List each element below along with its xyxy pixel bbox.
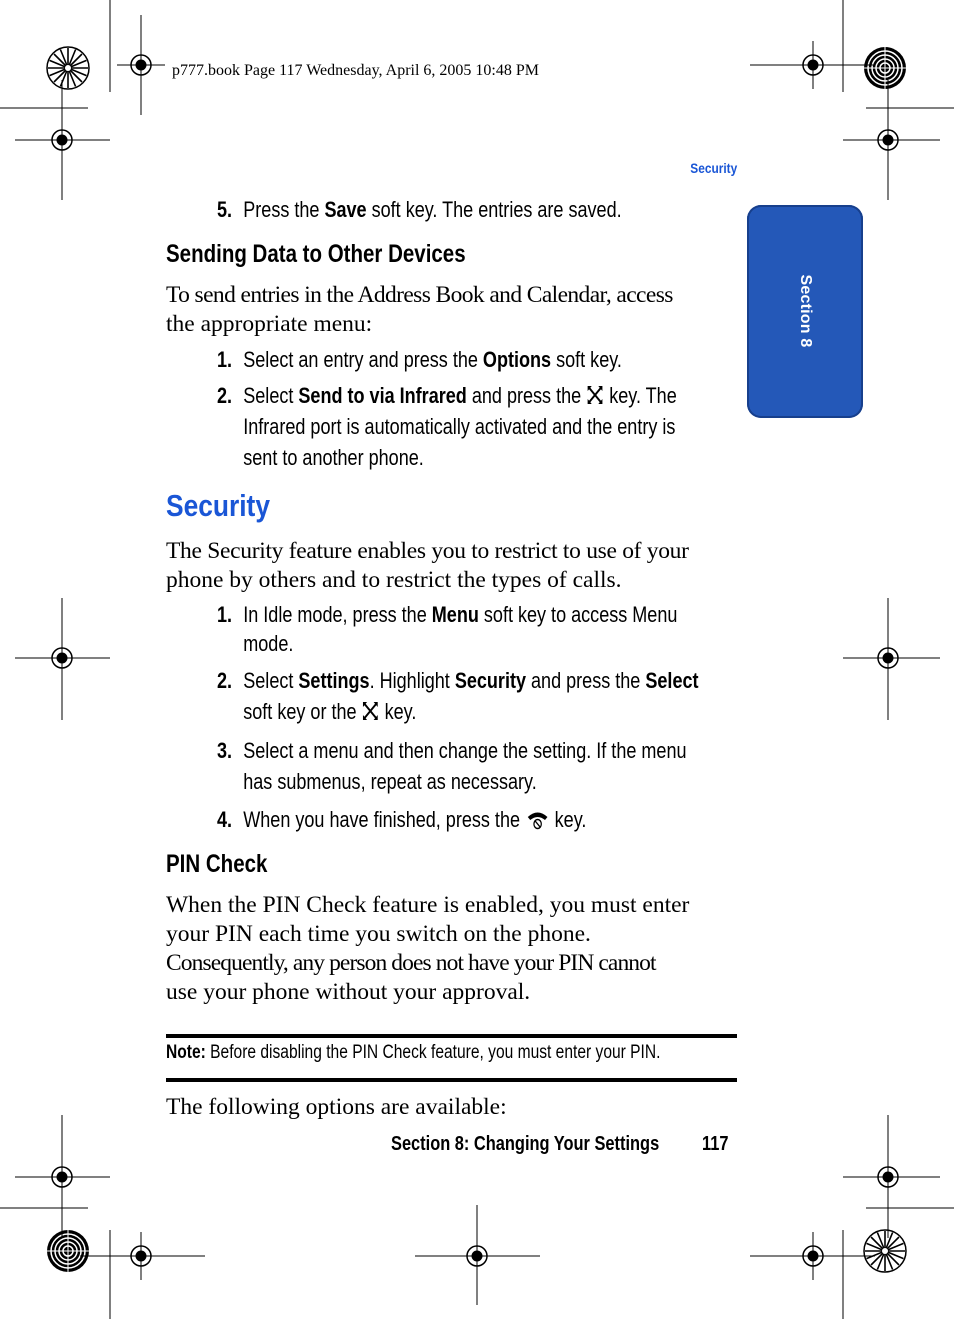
section-tab-label: Section 8 [797, 274, 814, 348]
security-step-3: 3. Select a menu and then change the setting. If the menu has submenus, repeat as necessary. [217, 738, 687, 794]
section-tab [747, 205, 863, 418]
step-5: 5. Press the Save soft key. The entries are saved. [217, 194, 622, 225]
pin-check-heading: PIN Check [166, 850, 268, 878]
pin-check-body: When the PIN Check feature is enabled, you must enter your PIN each time you switch on the phone. Consequently, any person does not have your PIN cannot use your phone without your approval. [166, 892, 690, 1005]
note: Note: Before disabling the PIN Check feature, you must enter your PIN. [166, 1042, 661, 1063]
navigation-key-icon [586, 384, 604, 406]
security-step-1: 1. In Idle mode, press the Menu soft key to access Menu mode. [217, 602, 678, 656]
note-top-rule [166, 1034, 737, 1038]
running-header: Security [690, 160, 737, 176]
sending-data-heading: Sending Data to Other Devices [166, 240, 466, 268]
security-step-4: 4. When you have finished, press the key. [217, 807, 587, 832]
sending-step-1: 1. Select an entry and press the Options soft key. [217, 347, 622, 372]
security-intro: The Security feature enables you to restrict to use of your phone by others and to restrict the types of calls. [166, 538, 689, 593]
end-key-icon [525, 808, 550, 830]
footer-section: Section 8: Changing Your Settings [391, 1133, 660, 1155]
security-step-2: 2. Select Settings. Highlight Security and press the Select soft key or the key. [217, 668, 699, 724]
step-number: 5. [217, 197, 233, 222]
sending-data-intro: To send entries in the Address Book and Calendar, access the appropriate menu: [166, 282, 673, 337]
note-label: Note: [166, 1042, 206, 1063]
sending-step-2: 2. Select Send to via Infrared and press the key. The Infrared port is automatically activated and the entry is sent to another phone. [217, 383, 677, 470]
note-bottom-rule [166, 1078, 737, 1082]
security-heading: Security [166, 488, 270, 523]
book-tag: p777.book Page 117 Wednesday, April 6, 2005 10:48 PM [172, 62, 539, 79]
save-key-label: Save [324, 197, 367, 222]
following-options: The following options are available: [166, 1094, 507, 1120]
navigation-key-icon [362, 700, 380, 722]
page-number: 117 [702, 1133, 729, 1155]
